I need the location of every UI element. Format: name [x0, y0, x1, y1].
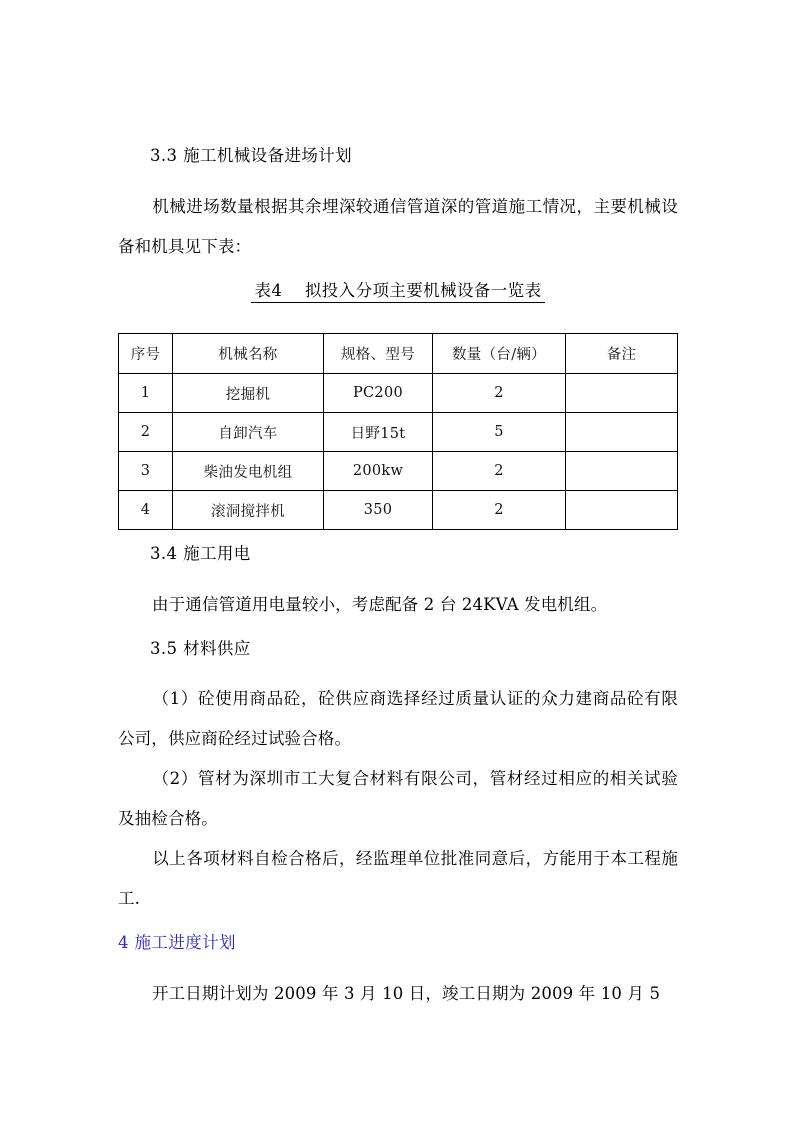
column-header-qty: 数量（台/辆）: [433, 334, 566, 374]
column-header-name: 机械名称: [173, 334, 324, 374]
cell-qty: 2: [433, 374, 566, 413]
paragraph-text: 机械进场数量根据其余埋深较通信管道深的管道施工情况，主要机械设备和机具见下表：: [118, 196, 678, 256]
paragraph-text: （1）砼使用商品砼，砼供应商选择经过质量认证的众力建商品砼有限公司，供应商砼经过试验合格。: [118, 689, 678, 748]
cell-qty: 5: [433, 413, 566, 452]
cell-name: 滚洞搅拌机: [173, 491, 324, 530]
cell-no: 3: [119, 452, 173, 491]
cell-no: 2: [119, 413, 173, 452]
paragraph-3-5-2: [118, 759, 678, 839]
paragraph-text: （2）管材为深圳市工大复合材料有限公司，管材经过相应的相关试验及抽检合格。: [118, 769, 678, 828]
heading-3-4: 3.4 施工用电: [150, 544, 251, 563]
spacer: [118, 303, 678, 333]
cell-remark: [566, 452, 678, 491]
heading-3-5: 3.5 材料供应: [150, 638, 251, 658]
cell-name: 挖掘机: [173, 374, 324, 413]
cell-spec: 200kw: [324, 452, 433, 491]
cell-spec: 日野15t: [324, 413, 433, 452]
cell-name: 柴油发电机组: [173, 452, 324, 491]
cell-qty: 2: [433, 491, 566, 530]
column-header-remark: 备注: [566, 334, 678, 374]
paragraph-3-5-1: [118, 679, 678, 759]
cell-name: 自卸汽车: [173, 413, 324, 452]
cell-qty: 2: [433, 452, 566, 491]
cell-no: 4: [119, 491, 173, 530]
cell-remark: [566, 413, 678, 452]
spacer: [118, 657, 678, 679]
table-row: [119, 374, 678, 413]
paragraph-3-4-1: [118, 585, 678, 625]
spacer: [118, 952, 678, 974]
spacer: [118, 563, 678, 585]
cell-spec: 350: [324, 491, 433, 530]
table-row: [119, 413, 678, 452]
heading-4: 4 施工进度计划: [118, 933, 236, 952]
paragraph-3-3-1: [118, 187, 678, 267]
paragraph-3-5-3: [118, 839, 678, 919]
table-header-row: [119, 334, 678, 374]
cell-remark: [566, 491, 678, 530]
cell-remark: [566, 374, 678, 413]
cell-spec: PC200: [324, 374, 433, 413]
table-row: [119, 452, 678, 491]
paragraph-text: 以上各项材料自检合格后，经监理单位批准同意后，方能用于本工程施工.: [118, 849, 678, 908]
paragraph-4-1: [118, 974, 678, 1014]
paragraph-text: 开工日期计划为 2009 年 3 月 10 日，竣工日期为 2009 年 10 月 5: [152, 983, 661, 1003]
table-row: [119, 491, 678, 530]
paragraph-text: 由于通信管道用电量较小，考虑配备 2 台 24KVA 发电机组。: [152, 594, 608, 614]
table-caption-text: 表4 拟投入分项主要机械设备一览表: [251, 283, 546, 304]
spacer: [118, 165, 678, 187]
heading-3-3: 3.3 施工机械设备进场计划: [150, 146, 353, 165]
page-content: [118, 148, 678, 1014]
cell-no: 1: [119, 374, 173, 413]
column-header-spec: 规格、型号: [324, 334, 433, 374]
equipment-table: [118, 333, 678, 530]
column-header-no: 序号: [119, 334, 173, 374]
table-caption: [118, 280, 678, 304]
